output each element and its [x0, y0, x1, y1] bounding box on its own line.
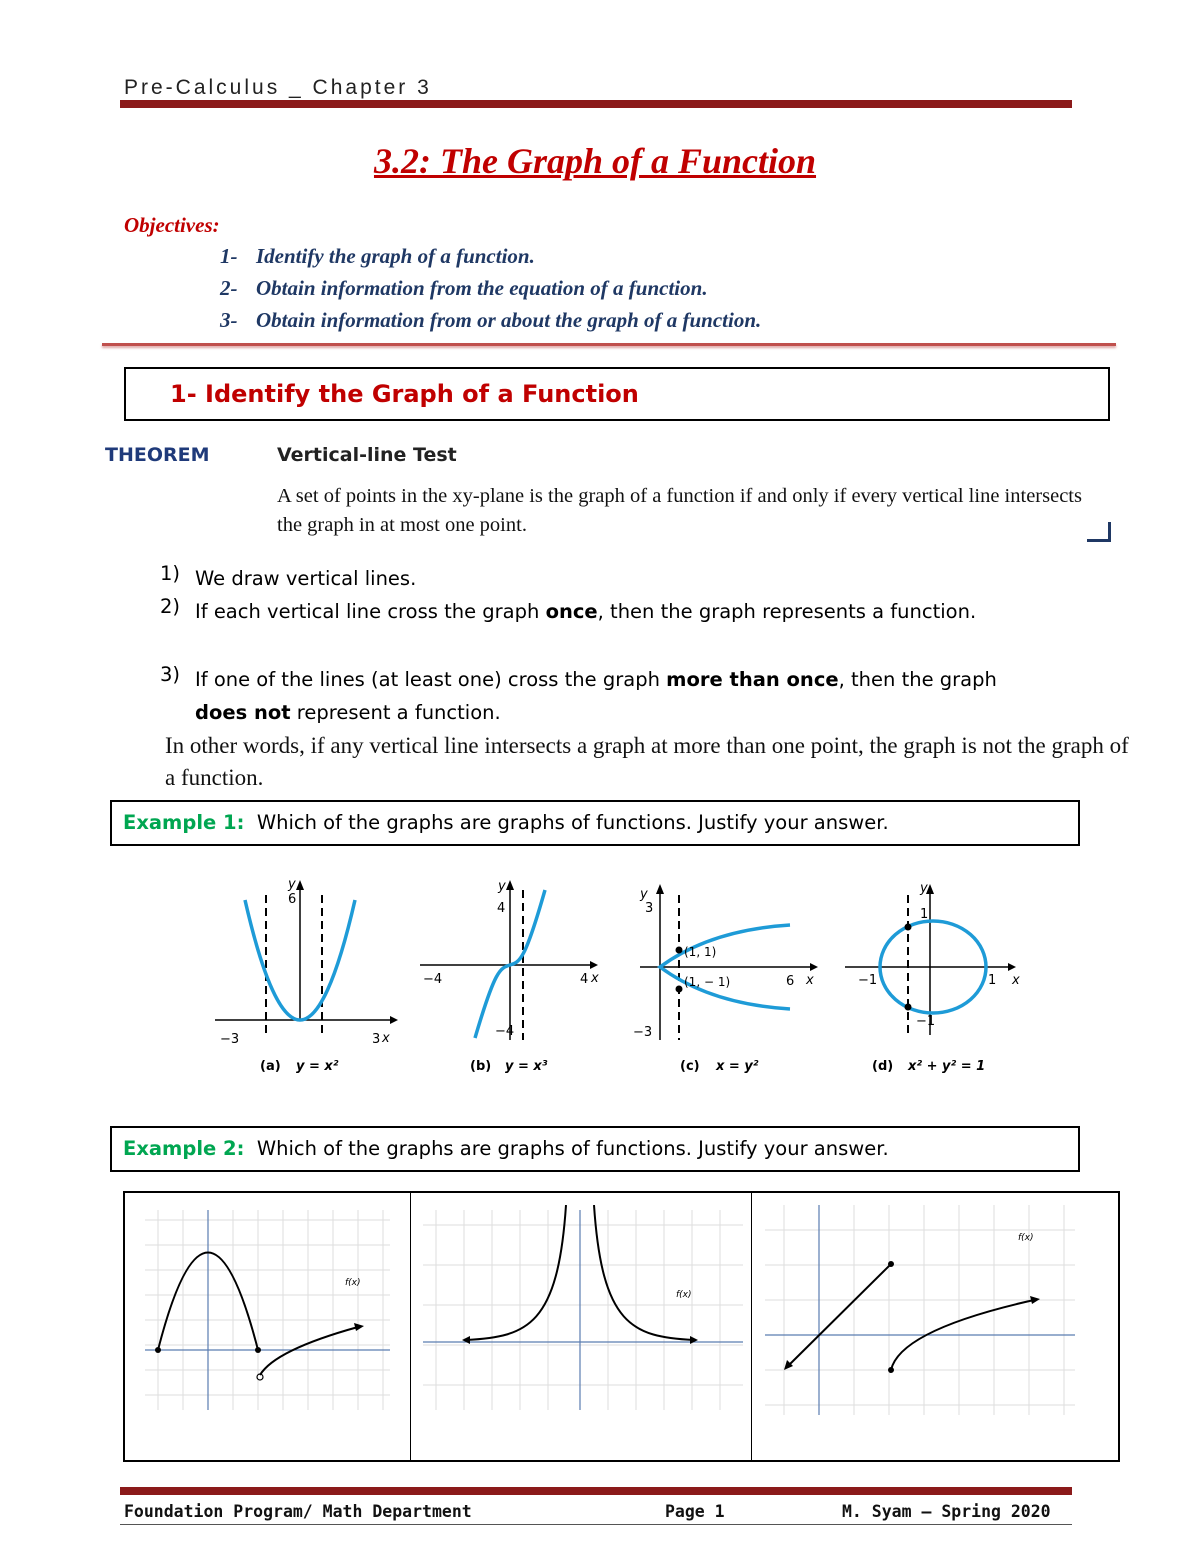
objective-item — [220, 276, 708, 301]
objectives-label: Objectives: — [124, 213, 220, 237]
tick-label: 3 — [372, 1032, 381, 1047]
point-marker — [905, 924, 912, 931]
point-marker — [255, 1347, 261, 1353]
in-other-words-text: In other words, if any vertical line intersects a graph at more than one point, the graph is not the graph of a function. — [165, 733, 1129, 790]
list-num: 1) — [160, 562, 181, 585]
list-num: 2) — [160, 595, 181, 618]
graph-a — [215, 877, 398, 1074]
example1-text: Which of the graphs are graphs of functions. Justify your answer. — [256, 811, 889, 834]
footer-underline — [120, 1524, 1072, 1525]
theorem-label: THEOREM — [105, 444, 210, 466]
tick-label: 6 — [786, 974, 795, 989]
objective-num: 1- — [220, 244, 238, 268]
tick-label: y — [498, 879, 506, 894]
fx-label: f(x) — [1018, 1233, 1034, 1243]
tick-label: −3 — [633, 1025, 653, 1040]
caption-eq: x = y² — [716, 1059, 759, 1074]
caption-letter: (c) — [680, 1059, 700, 1074]
theorem-title: Vertical-line Test — [277, 444, 457, 466]
axis-arrow — [590, 961, 598, 969]
graph-c — [633, 884, 818, 1074]
point-label: (1, 1) — [684, 945, 717, 959]
tick-label: 6 — [288, 892, 297, 907]
arrow-head — [354, 1323, 364, 1331]
theorem-end-mark — [1087, 522, 1111, 542]
tick-label: x — [806, 973, 814, 988]
tick-label: y — [920, 881, 928, 896]
tick-label: x — [1012, 973, 1020, 988]
footer-rule — [120, 1487, 1072, 1495]
graph-d — [845, 881, 1020, 1074]
tick-label: y — [640, 887, 648, 902]
axis-arrow — [506, 880, 514, 890]
fx-label: f(x) — [345, 1278, 361, 1288]
point-marker — [888, 1261, 894, 1267]
objective-item — [220, 244, 535, 269]
tick-label: y — [288, 877, 296, 892]
list-text: We draw vertical lines. — [195, 567, 417, 590]
page-title: 3.2: The Graph of a Function — [373, 141, 817, 181]
tick-label: −1 — [858, 973, 878, 988]
table-divider — [410, 1191, 411, 1462]
objective-item — [220, 308, 761, 333]
grid — [423, 1210, 743, 1410]
point-marker — [676, 986, 683, 993]
list-text: If one of the lines (at least one) cross the graph more than once, then the graph does not represent a function. — [195, 668, 997, 724]
header-rule — [120, 100, 1072, 108]
example2-label: Example 2: — [123, 1137, 245, 1160]
tick-label: −4 — [423, 972, 443, 987]
example1-heading — [123, 811, 889, 834]
example2-heading — [123, 1137, 889, 1160]
list-num: 3) — [160, 663, 181, 686]
example2-text: Which of the graphs are graphs of functions. Justify your answer. — [256, 1137, 889, 1160]
axis-arrow — [296, 880, 304, 890]
axis-arrow — [390, 1016, 398, 1024]
fx-label: f(x) — [676, 1290, 692, 1300]
caption-letter: (a) — [260, 1059, 281, 1074]
example2-graph-2 — [418, 1205, 748, 1415]
tick-label: −4 — [495, 1024, 515, 1039]
example2-graph-1 — [140, 1205, 400, 1415]
objective-text: Obtain information from the equation of a function. — [256, 276, 708, 300]
tick-label: 4 — [497, 901, 506, 916]
curve-root — [260, 1327, 358, 1375]
point-marker — [676, 947, 683, 954]
arrow-head — [462, 1336, 470, 1344]
tick-label: 1 — [920, 907, 929, 922]
grid — [145, 1210, 390, 1410]
caption-eq: y = x² — [296, 1059, 339, 1074]
footer-page: Page 1 — [665, 1502, 725, 1521]
graph-b — [420, 879, 599, 1074]
point-marker — [155, 1347, 161, 1353]
caption-letter: (d) — [872, 1059, 894, 1074]
theorem-text: A set of points in the xy-plane is the graph of a function if and only if every vertical line intersects the graph in at most one point. — [277, 485, 1082, 536]
example1-label: Example 1: — [123, 811, 245, 834]
section-title: 1- Identify the Graph of a Function — [170, 380, 639, 408]
objective-text: Obtain information from or about the graph of a function. — [256, 308, 762, 332]
caption-eq: x² + y² = 1 — [908, 1059, 986, 1074]
objective-num: 2- — [220, 276, 238, 300]
tick-label: 4 — [580, 972, 589, 987]
caption-letter: (b) — [470, 1059, 492, 1074]
tick-label: −3 — [220, 1032, 240, 1047]
objective-text: Identify the graph of a function. — [256, 244, 535, 268]
tick-label: −1 — [916, 1014, 936, 1029]
tick-label: 3 — [645, 901, 654, 916]
example2-graph-3 — [760, 1200, 1080, 1420]
footer-left: Foundation Program/ Math Department — [124, 1502, 472, 1521]
tick-label: 1 — [988, 973, 997, 988]
table-divider — [751, 1191, 752, 1462]
header-title: Pre-Calculus _ Chapter 3 — [124, 76, 432, 99]
axis-arrow — [810, 963, 818, 971]
caption-eq: y = x³ — [505, 1059, 548, 1074]
line-segment — [788, 1264, 891, 1366]
objective-num: 3- — [220, 308, 238, 332]
section-divider — [102, 343, 1116, 346]
footer-right: M. Syam – Spring 2020 — [842, 1502, 1051, 1521]
list-text: If each vertical line cross the graph once, then the graph represents a function. — [195, 600, 977, 623]
tick-label: x — [591, 971, 599, 986]
axis-arrow — [656, 884, 664, 894]
arrow-head — [690, 1336, 698, 1344]
tick-label: x — [382, 1031, 390, 1046]
example1-graphs — [200, 870, 1020, 1080]
point-label: (1, − 1) — [684, 975, 731, 989]
axis-arrow — [1008, 963, 1016, 971]
point-marker — [905, 1004, 912, 1011]
